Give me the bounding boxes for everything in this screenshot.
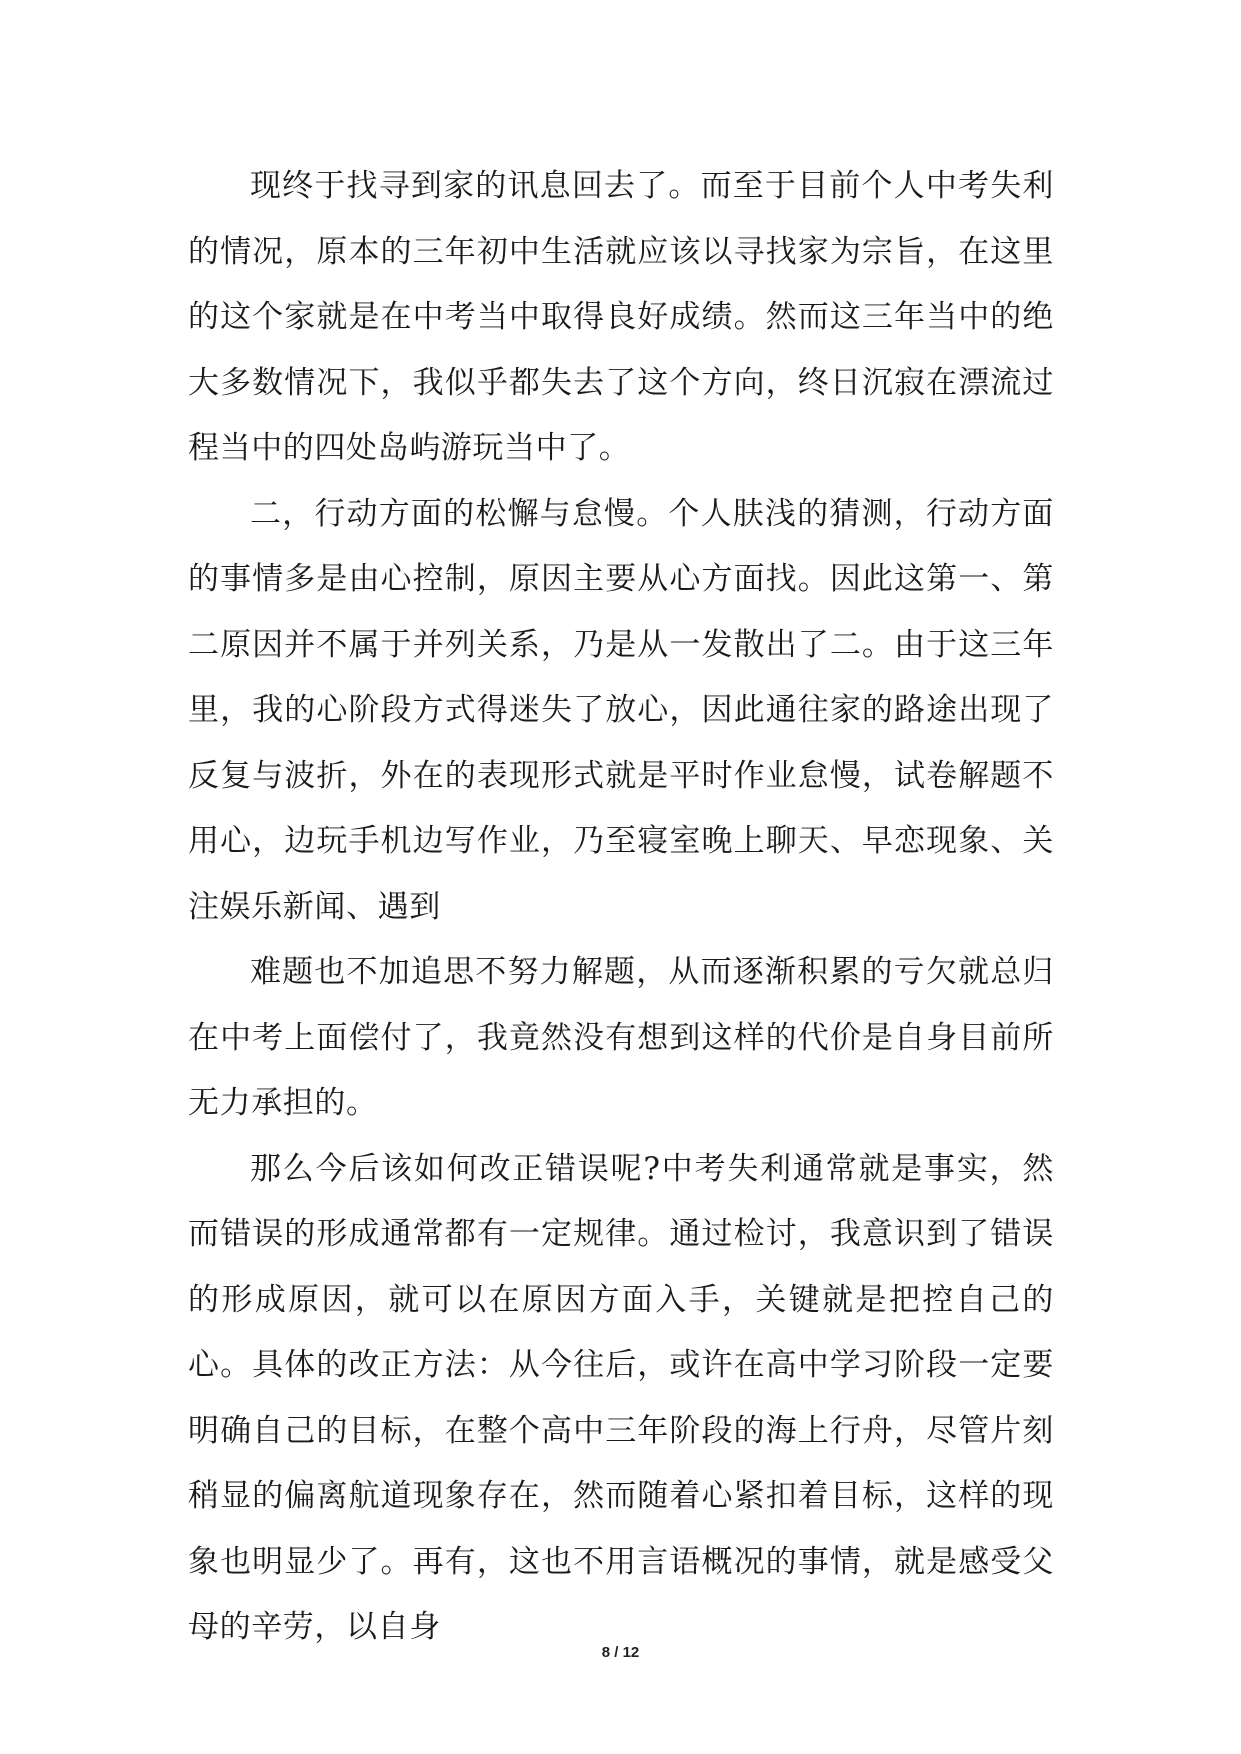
paragraph-2: 二，行动方面的松懈与怠慢。个人肤浅的猜测，行动方面的事情多是由心控制，原因主要从心方面找。因此这第一、第二原因并不属于并列关系，乃是从一发散出了二。由于这三年里，我的心阶段方式得迷失了放心，因此通往家的路途出现了反复与波折，外在的表现形式就是平时作业怠慢，试卷解题不用心，边玩手机边写作业，乃至寝室晚上聊天、早恋现象、关注娱乐新闻、遇到 — [188, 495, 1054, 925]
document-body — [188, 154, 1054, 1661]
paragraph-1: 现终于找寻到家的讯息回去了。而至于目前个人中考失利的情况，原本的三年初中生活就应该以寻找家为宗旨，在这里的这个家就是在中考当中取得良好成绩。然而这三年当中的绝大多数情况下，我似乎都失去了这个方向，终日沉寂在漂流过程当中的四处岛屿游玩当中了。 — [188, 168, 1054, 466]
paragraph-4: 那么今后该如何改正错误呢?中考失利通常就是事实，然而错误的形成通常都有一定规律。通过检讨，我意识到了错误的形成原因，就可以在原因方面入手，关键就是把控自己的心。具体的改正方法：从今往后，或许在高中学习阶段一定要明确自己的目标，在整个高中三年阶段的海上行舟，尽管片刻稍显的偏离航道现象存在，然而随着心紧扣着目标，这样的现象也明显少了。再有，这也不用言语概况的事情，就是感受父母的辛劳，以自身 — [188, 1150, 1054, 1645]
page-number: 8 / 12 — [601, 1644, 640, 1661]
paragraph-3: 难题也不加追思不努力解题，从而逐渐积累的亏欠就总归在中考上面偿付了，我竟然没有想到这样的代价是自身目前所无力承担的。 — [188, 954, 1054, 1121]
